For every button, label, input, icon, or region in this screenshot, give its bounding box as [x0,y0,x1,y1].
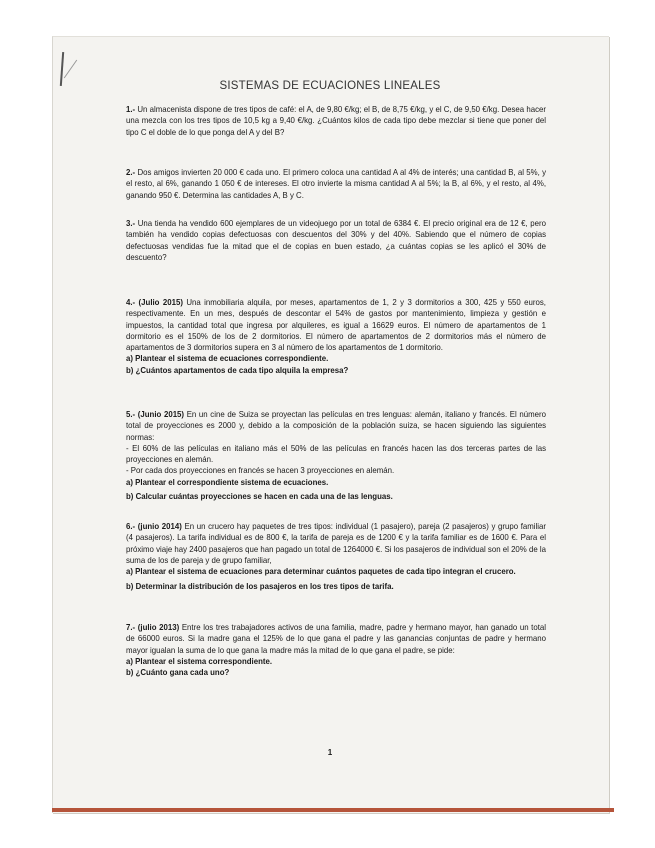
problem-1 [126,104,546,138]
page-title: SISTEMAS DE ECUACIONES LINEALES [219,80,441,92]
problem-5-rule-2: - Por cada dos proyecciones en francés se hacen 3 proyecciones en alemán. [126,466,395,476]
problem-6-item-a: a) Plantear el sistema de ecuaciones para determinar cuántos paquetes de cada tipo integran el crucero. [126,567,516,577]
problem-4-item-a: a) Plantear el sistema de ecuaciones correspondiente. [126,354,329,364]
problem-7-item-b: b) ¿Cuánto gana cada uno? [126,668,230,678]
problem-4-item-b: b) ¿Cuántos apartamentos de cada tipo alquila la empresa? [126,365,349,375]
page-bottom-edge [52,808,614,812]
problem-3-text: Una tienda ha vendido 600 ejemplares de un videojuego por un total de 6384 €. El precio original era de 12 €, pero también ha vendido copias defectuosas con descuentos del 30% y del 40%. Sabiendo que el número de copias defectuosas vendidas fue la mitad que el de copias en buen estado, ¿a cuántas copias se les aplicó el 30% de descuento? [126,219,546,262]
problem-5 [126,409,546,502]
problem-5-rule-1: - El 60% de las películas en italiano más el 50% de las películas en francés hacen las dos terceras partes de las proyecciones en alemán. [126,443,546,465]
problem-2-number: 2.- [126,168,136,177]
problem-4 [126,297,546,376]
problem-1-text: Un almacenista dispone de tres tipos de café: el A, de 9,80 €/kg; el B, de 8,75 €/kg, y el C, de 9,50 €/kg. Desea hacer una mezcla con los tres tipos de 10,5 kg a 9,40 €/kg. ¿Cuántos kilos de cada tipo debe mezclar si tiene que poner del tipo C el doble de lo que ponga del A y del B? [126,105,546,137]
problem-5-number: 5.- (Junio 2015) [126,410,185,419]
problem-5-text: En un cine de Suiza se proyectan las películas en tres lenguas: alemán, italiano y francés. El número total de proyecciones es 2000 y, debido a la composición de la población suiza, se hacen siguiendo las siguientes normas: [126,410,546,442]
problem-2 [126,167,546,201]
problem-6 [126,521,546,593]
problem-6-text: En un crucero hay paquetes de tres tipos: individual (1 pasajero), pareja (2 pasajeros) y grupo familiar (4 pasajeros). La tarifa individual es de 800 €, la tarifa de pareja es de 1200 € y la tarifa familiar es de 1600 €. Para el próximo viaje hay 2400 pasajeros que han pagado un total de 1264000 €. Si los pasajeros de individual son el 20% de la suma de los de pareja y de grupo familiar, [126,522,547,565]
problem-7-item-a: a) Plantear el sistema correspondiente. [126,656,273,666]
problem-3 [126,218,546,263]
problem-7-number: 7.- (julio 2013) [126,623,180,632]
problem-6-number: 6.- (junio 2014) [126,522,182,531]
problem-6-item-b: b) Determinar la distribución de los pasajeros en los tres tipos de tarifa. [126,582,394,592]
page-number: 1 [327,748,333,757]
problem-3-number: 3.- [126,219,136,228]
problem-4-text: Una inmobiliaria alquila, por meses, apartamentos de 1, 2 y 3 dormitorios a 300, 425 y 550 euros, respectivamente. En un mes, después de descontar el 54% de gastos por mantenimiento, limpieza y gestión e impuestos, la cantidad total que ingresa por alquileres, es igual a 16629 euros. El número de apartamentos de 1 dormitorio es el 150% de los de 2 dormitorios. El número de apartamentos de 2 dormitorios más el número de apartamentos de 3 dormitorios supera en 3 al número de los apartamentos de 1 dormitorio. [126,298,546,353]
problem-7 [126,622,546,678]
problem-2-text: Dos amigos invierten 20 000 € cada uno. El primero coloca una cantidad A al 4% de interés; una cantidad B, al 5%, y el resto, al 6%, ganando 1 050 € de intereses. El otro invierte la misma cantidad A al 5%; la B, al 6%, y el resto, al 4%, ganando 950 €. Determina las cantidades A, B y C. [126,168,546,200]
problem-4-number: 4.- (Julio 2015) [126,298,183,307]
problem-5-item-a: a) Plantear el correspondiente sistema de ecuaciones. [126,477,329,487]
problem-7-text: Entre los tres trabajadores activos de una familia, madre, padre y hermano mayor, han ganado un total de 66000 euros. Si la madre gana el 125% de lo que gana el padre y las ganancias conjuntas de padre y hermano mayor igualan la suma de lo que gana la madre más la mitad de lo que gana el padre, se pide: [126,623,547,655]
problem-1-number: 1.- [126,105,136,114]
problem-5-item-b: b) Calcular cuántas proyecciones se hacen en cada una de las lenguas. [126,492,393,502]
